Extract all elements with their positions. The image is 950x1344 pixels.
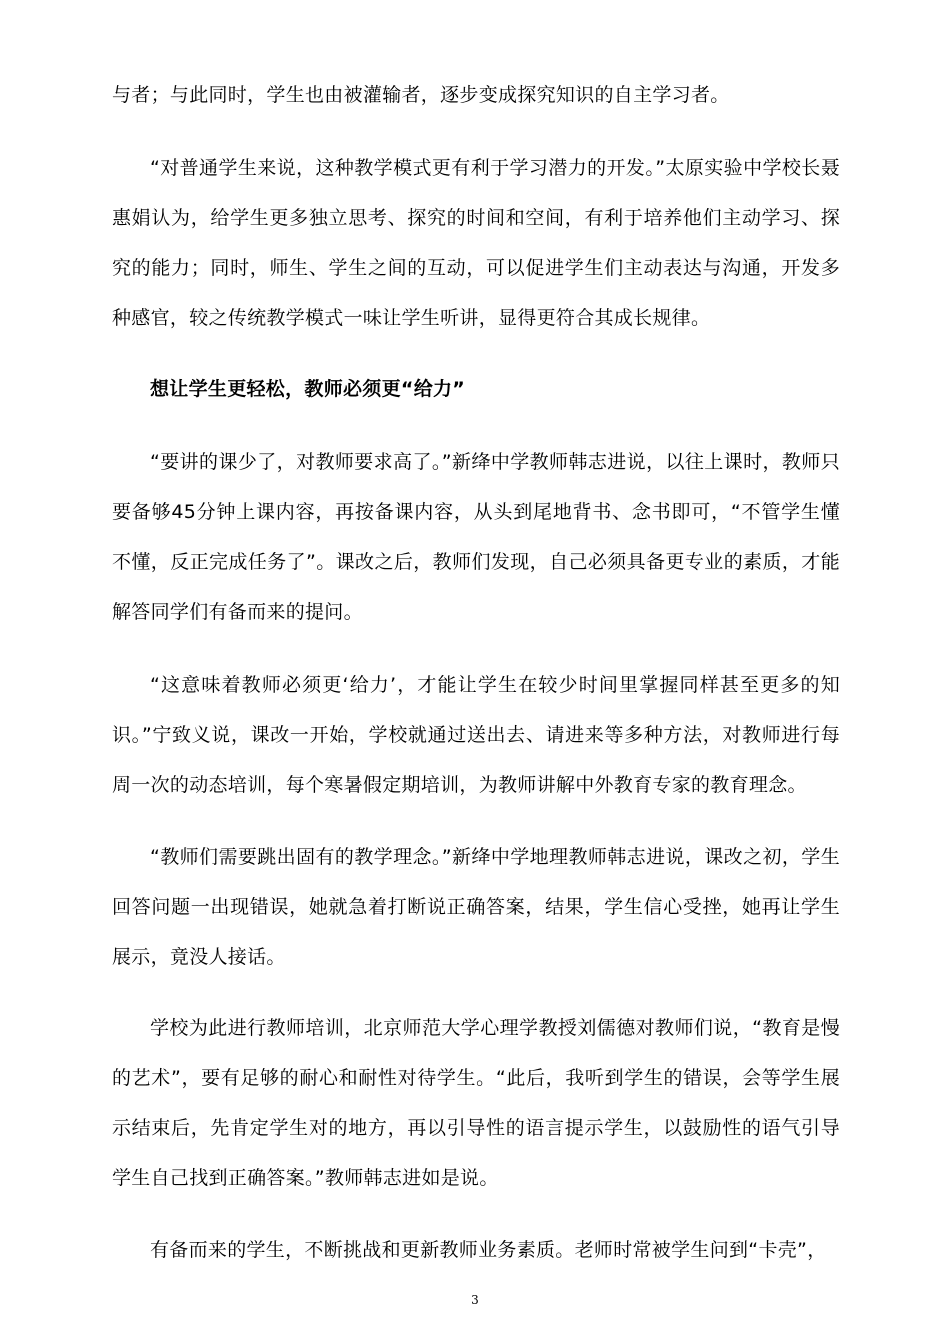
paragraph-continuation: 与者；与此同时，学生也由被灌输者，逐步变成探究知识的自主学习者。 <box>112 84 730 106</box>
page-number: 3 <box>471 1293 479 1307</box>
paragraph-slow-art: 学校为此进行教师培训，北京师范大学心理学教授刘儒德对教师们说，“教育是慢的艺术”，要有足够的耐心和耐性对待学生。“此后，我听到学生的错误，会等学生展示结束后，先肯定学生对的地方，再以引导性的语言提示学生，以鼓励性的语气引导学生自己找到正确答案。”教师韩志进如是说。 <box>112 1017 840 1189</box>
paragraph-teacher-requirements: “要讲的课少了，对教师要求高了。”新绛中学教师韩志进说，以往上课时，教师只要备够45分钟上课内容，再按备课内容，从头到尾地背书、念书即可，“不管学生懂不懂，反正完成任务了”。课改之后，教师们发现，自己必须具备更专业的素质，才能解答同学们有备而来的提问。 <box>112 451 840 623</box>
paragraph-principal-quote: “对普通学生来说，这种教学模式更有利于学习潜力的开发。”太原实验中学校长聂惠娟认为，给学生更多独立思考、探究的时间和空间，有利于培养他们主动学习、探究的能力；同时，师生、学生之间的互动，可以促进学生们主动表达与沟通，开发多种感官，较之传统教学模式一味让学生听讲，显得更符合其成长规律。 <box>112 157 840 329</box>
paragraph-teaching-philosophy: “教师们需要跳出固有的教学理念。”新绛中学地理教师韩志进说，课改之初，学生回答问题一出现错误，她就急着打断说正确答案，结果，学生信心受挫，她再让学生展示，竟没人接话。 <box>112 846 840 968</box>
paragraph-teacher-training: “这意味着教师必须更‘给力’，才能让学生在较少时间里掌握同样甚至更多的知识。”宁致义说，课改一开始，学校就通过送出去、请进来等多种方法，对教师进行每周一次的动态培训，每个寒暑假定期培训，为教师讲解中外教育专家的教育理念。 <box>112 674 840 796</box>
paragraph-challenge: 有备而来的学生，不断挑战和更新教师业务素质。老师时常被学生问到“卡壳”， <box>150 1239 827 1261</box>
section-heading: 想让学生更轻松，教师必须更“给力” <box>150 378 466 400</box>
